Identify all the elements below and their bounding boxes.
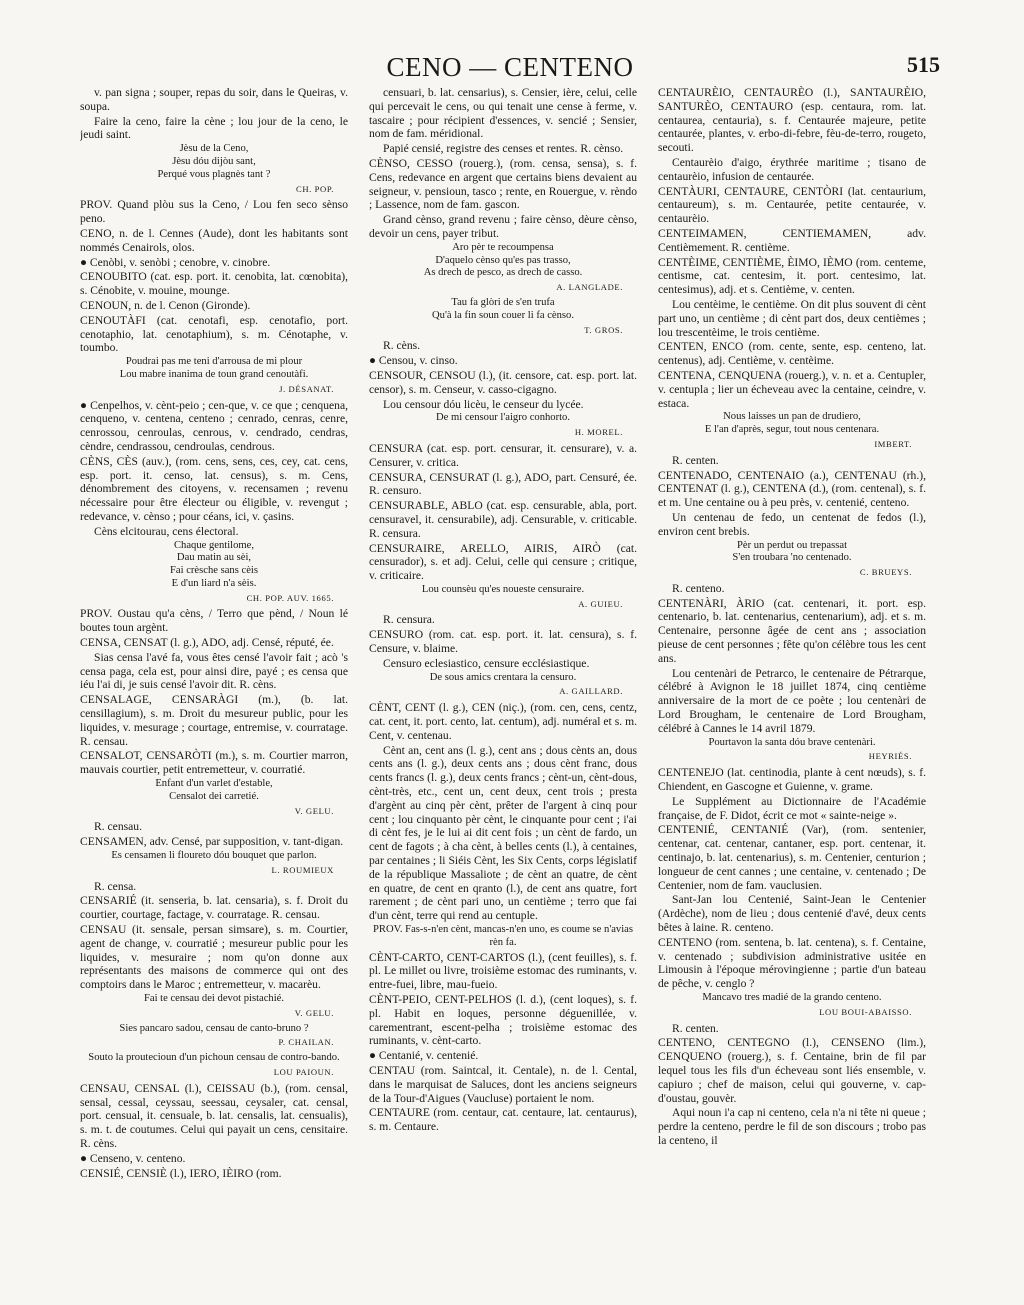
entry-continuation: R. centen. <box>672 453 719 467</box>
entry-continuation: ● Cenpelhos, v. cènt-peio ; cen-que, v. ce que ; cenquena, cenqueno, v. centena, centeno ; cenrado, cenras, cenre, cenrossou, cenroulas, cenrous, v. cendrado, cendras, cèndre, cendrassou, cendroulas, cendrous. <box>80 398 348 453</box>
entry-continuation: Censuro eclesiastico, censure ecclésiastique. <box>383 656 590 670</box>
quotation-author: A. GUIEU. <box>578 598 623 609</box>
entry-continuation: Papié censié, registre des censes et rentes. R. cènso. <box>383 142 624 156</box>
quotation-author: LOU BOUI-ABAISSO. <box>819 1006 912 1017</box>
entry-continuation: Le Supplément au Dictionnaire de l'Académie française, de F. Didot, écrit ce mot « sainte-neige ». <box>658 794 926 822</box>
dictionary-entry: CENTEIMAMEN, CENTIEMAMEN, adv. Centièmement. R. centième. <box>658 226 926 254</box>
entry-continuation: R. censa. <box>94 879 137 893</box>
dictionary-entry: CÈNT-CARTO, CENT-CARTOS (l.), (cent feuilles), s. f. pl. Le millet ou livre, troisième estomac des ruminants, v. entre-fuei, libre, mau-fueio. <box>369 950 637 992</box>
entry-continuation: ● Censou, v. cinso. <box>369 354 458 368</box>
page-number: 515 <box>907 52 940 77</box>
quotation: Es censamen li floureto dóu bouquet que parlon. <box>111 850 317 862</box>
entry-continuation: Sant-Jan lou Centenié, Saint-Jean le Centenier (Ardèche), nom de lieu ; dous centenié d'avé, deux cents bêtes à laine. R. centeno. <box>658 893 926 935</box>
entry-continuation: Faire la ceno, faire la cène ; lou jour de la ceno, le jeudi saint. <box>80 114 348 142</box>
entry-continuation: R. centeno. <box>672 581 725 595</box>
dictionary-entry: CÈNSO, CESSO (rouerg.), (rom. censa, sensa), s. f. Cens, redevance en argent que certains biens devaient au seigneur, v. pensioun, tasco ; rente, en Rouergue, v. rèndo ; Lassence, nom de fam. gascon. <box>369 156 637 212</box>
quotation: Fai te censau dei devot pistachié. <box>143 993 285 1004</box>
entry-continuation: Centaurèio d'aigo, érythrée maritime ; tisano de centaurèio, infusion de centaurée. <box>658 155 926 183</box>
entry-continuation: R. centen. <box>672 1021 719 1035</box>
quotation-author: L. ROUMIEUX <box>271 864 334 875</box>
quotation-author: CH. POP. AUV. 1665. <box>246 592 334 603</box>
dictionary-entry: CÈNT, CENT (l. g.), CEN (niç.), (rom. cen, cens, centz, cat. cent, it. port. cento, lat. centum), adj. numéral et s. m. Cent, v. centenau. <box>369 701 637 742</box>
quotation-author: HEYRIÉS. <box>868 751 912 762</box>
column-2 <box>369 86 637 1286</box>
page-header <box>80 52 940 86</box>
quotation-author: T. GROS. <box>584 324 623 335</box>
dictionary-entry: CENTENÀRI, ÀRIO (cat. centenari, it. port. esp. centenario, b. lat. centenarius, centenarium), adj. et s. m. Centenaire, personne âgée de cent ans ; association pieuse de cent personnes ; fête qu'on célèbre tous les cent ans. <box>658 596 926 665</box>
dictionary-entry: CENTENO (rom. sentena, b. lat. centena), s. f. Centaine, v. centenado ; subdivision administrative usitée en Limousin à l'époque mérovingienne ; partie d'un bateau de pêche, v. cenglo ? <box>658 935 926 991</box>
dictionary-entry: PROV. Oustau qu'a cèns, / Terro que pènd, / Noun lé boutes toun argènt. <box>80 607 348 635</box>
quotation-author: A. GAILLARD. <box>559 686 623 697</box>
quotation: Pourtavon la santa dóu brave centenàri. <box>708 736 876 748</box>
quotation: De mi censour l'aigro conhorto. <box>436 412 570 424</box>
quotation-author: C. BRUEYS. <box>859 567 912 578</box>
entry-continuation: Cèns elcitourau, cens électoral. <box>94 524 239 538</box>
quotation-author: H. MOREL. <box>574 427 623 438</box>
entry-continuation: Grand cènso, grand revenu ; faire cènso, dèure cènso, devoir un cens, payer tribut. <box>369 213 637 240</box>
dictionary-entry: CENSURA (cat. esp. port. censurar, it. censurare), v. a. Censurer, v. critica. <box>369 441 637 469</box>
entry-continuation: R. cèns. <box>383 339 421 353</box>
dictionary-entry: CENTAURE (rom. centaur, cat. centaure, lat. centaurus), s. m. Centaure. <box>369 1106 637 1134</box>
quotation: PROV. Fas-s-n'en cènt, mancas-n'en uno, es coume se n'avias rèn fa. <box>372 924 634 948</box>
dictionary-entry: CENSARIÉ (it. senseria, b. lat. censaria), s. f. Droit du courtier, courtage, factage, v. courratage. R. censau. <box>80 894 348 922</box>
dictionary-entry: CENTENADO, CENTENAIO (a.), CENTENAU (rh.), CENTENAT (l. g.), CENTENA (d.), (rom. centenal), s. f. et m. Une centaine ou à peu près, v. centenié, centeno. <box>658 468 926 510</box>
quotation: Enfant d'un varlet d'estable, Censalot dei carretié. <box>155 778 273 802</box>
text-columns <box>80 86 945 1286</box>
entry-continuation: Lou centenàri de Petrarco, le centenaire de Pétrarque, célébré à Avignon le 18 juillet 1874, cinq centième anniversaire de la mort de ce poète ; lou centenàri de Lord Brougham, le centenaire de Lord Brougham, célébré à Cannes le 14 avril 1879. <box>658 666 926 735</box>
entry-continuation: Cènt an, cent ans (l. g.), cent ans ; dous cènts an, dous cents ans (l. g.), deux cents ans ; dous cènt franc, dous cents francs (l. g.), deux cents francs ; cènt-un, cènt-dous, cènt-très, etc., cent un, cent deux, cent trois ; presta d'argènt au cinq pèr cènt, prêter de l'argent à cinq pour cent ; lou cinquanto pèr cènt, le cinquante pour cent ; i'ai di cènt fes, je le lui ai dit cent fois ; un cènt de fardo, un cent de fagots ; à cha cènt, à belles cents (l.), à centaines, par centaines ; li Siéis Cènt, les Six Cents, corps législatif de la république Massaliote ; de cènt an quatre, de cènt en quatre, de cent en qranto (l.), de cent ans quatre, fort rarement ; de cènt pari uno, un centième ; terro que fai d'un cènt, terre qui rend au centuple. <box>369 743 637 923</box>
quotation: Mancavo tres madié de la grando centeno. <box>702 992 882 1003</box>
dictionary-entry: CENTENA, CENQUENA (rouerg.), v. n. et a. Centupler, v. centupla ; lier un écheveau avec la centaine, ceindre, v. estaca. <box>658 368 926 410</box>
dictionary-entry: CENSOUR, CENSOU (l.), (it. censore, cat. esp. port. lat. censor), s. m. Censeur, v. casso-cigagno. <box>369 368 637 396</box>
column-3 <box>658 86 926 1286</box>
entry-continuation: ● Cenòbi, v. senòbi ; cenobre, v. cinobre. <box>80 255 271 269</box>
quotation: Poudrai pas me teni d'arrousa de mi plour Lou mabre inanima de toun grand cenoutàfi. <box>119 356 309 380</box>
quotation-author: CH. POP. <box>296 183 334 194</box>
entry-continuation: Aqui noun i'a cap ni centeno, cela n'a ni tête ni queue ; perdre la centeno, perdre le fil de son discours ; trobo pas la centeno, il <box>658 1106 926 1147</box>
quotation-author: LOU PAIOUN. <box>273 1066 334 1077</box>
entry-continuation: Lou centèime, le centième. On dit plus souvent di cènt part uno, un centième ; di cènt part dos, deux centièmes ; lou trescentèime, le trois centième. <box>658 297 926 339</box>
entry-continuation: ● Censeno, v. centeno. <box>80 1151 186 1165</box>
quotation: Jèsu de la Ceno, Jèsu dóu dijòu sant, Perqué vous plagnès tant ? <box>157 143 271 180</box>
dictionary-entry: CENSURAIRE, ARELLO, AIRIS, AIRÒ (cat. censurador), s. et adj. Celui, celle qui censure ; critique, v. criticaire. <box>369 541 637 583</box>
dictionary-entry: CENTÈIME, CENTIÈME, ÈIMO, IÈMO (rom. centeme, centisme, cat. centesim, it. port. centesimo, lat. centesimus), adj. et s. Centième, v. centen. <box>658 255 926 297</box>
dictionary-entry: CENTÀURI, CENTAURE, CENTÒRI (lat. centaurium, centaureum), s. m. Centaurée, petite centaurée, v. centaurèio. <box>658 184 926 226</box>
dictionary-entry: CENSURA, CENSURAT (l. g.), ADO, part. Censuré, ée. R. censuro. <box>369 470 637 498</box>
dictionary-entry: CENOUBITO (cat. esp. port. it. cenobita, lat. cœnobita), s. Cénobite, v. mouine, mounge. <box>80 270 348 298</box>
quotation-author: V. GELU. <box>294 1007 334 1018</box>
dictionary-entry: CENSALAGE, CENSARÀGI (m.), (b. lat. censillagium), s. m. Droit du mesureur public, pour les liquides, v. mesurage ; courtage, entremise, v. courratage. R. censau. <box>80 693 348 748</box>
quotation: Tau fa glòri de s'en trufa Qu'à la fin soun couer li fa cènso. <box>432 296 574 321</box>
dictionary-entry: CENTENEJO (lat. centinodia, plante à cent nœuds), s. f. Chiendent, en Gascogne et Guienne, v. grame. <box>658 766 926 794</box>
dictionary-entry: CENSAU, CENSAL (l.), CEISSAU (b.), (rom. censal, sensal, cessal, ceyssau, seessau, ceysaler, cat. censal, port. censual, it. censuale, b. lat. censalis, lat. censualis), s. m. t. de coutumes. Celui qui payait un cens, censitaire. R. cèns. <box>80 1081 348 1150</box>
entry-continuation: v. pan signa ; souper, repas du soir, dans le Queiras, v. soupa. <box>80 86 348 113</box>
quotation: Lou counsèu qu'es noueste censuraire. <box>421 583 585 595</box>
quotation-author: J. DÉSANAT. <box>279 383 334 394</box>
dictionary-entry: CENO, n. de l. Cennes (Aude), dont les habitants sont nommés Cenairols, olos. <box>80 226 348 254</box>
quotation-author: A. LANGLADE. <box>556 282 623 293</box>
quotation-author: P. CHAILAN. <box>278 1037 334 1048</box>
quotation: Pèr un perdut ou trepassat S'en troubara 'no centenado. <box>732 539 852 564</box>
entry-continuation: Lou censour dóu licèu, le censeur du lycée. <box>383 397 584 411</box>
quotation: De sous amics crentara la censuro. <box>429 671 577 683</box>
dictionary-entry: CENTAU (rom. Saintcal, it. Centale), n. de l. Cental, dans le marquisat de Saluces, dont les anciens seigneurs de la Tour-d'Aigues (Vaucluse) portaient le nom. <box>369 1063 637 1105</box>
dictionary-entry: CENTEN, ENCO (rom. cente, sente, esp. centeno, lat. centenus), adj. Centième, v. centèime. <box>658 340 926 368</box>
dictionary-entry: CENTENO, CENTEGNO (l.), CENSENO (lim.), CENQUENO (rouerg.), s. f. Centaine, brin de fil par lequel tous les fils d'un écheveau sont liés ensemble, v. capiuro ; chef de maison, celui qui gouverne, v. cap-d'oustau, gouvèr. <box>658 1036 926 1105</box>
quotation-author: IMBERT. <box>874 438 912 449</box>
entry-continuation: R. censura. <box>383 613 435 627</box>
dictionary-entry: CENSURABLE, ABLO (cat. esp. censurable, abla, port. censuravel, it. censurabile), adj. Censurable, v. criticable. R. censura. <box>369 499 637 540</box>
quotation: Sies pancaro sadou, censau de canto-bruno ? <box>119 1022 309 1034</box>
quotation: Nous laisses un pan de drudiero, E l'an d'après, segur, tout nous centenara. <box>704 411 880 436</box>
dictionary-entry: CENSURO (rom. cat. esp. port. it. lat. censura), s. f. Censure, v. blaime. <box>369 628 637 656</box>
dictionary-entry: CÈNS, CÈS (auv.), (rom. cens, sens, ces, cey, cat. cens, esp. port. it. censo, lat. census), s. m. Cens, dénombrement des citoyens, v. recensamen ; revenu nécessaire pour être électeur ou éligible, v. revengut ; redevance, v. cènso ; pour céans, ici, v. çasins. <box>80 454 348 523</box>
dictionary-entry: CENTENIÉ, CENTANIÉ (Var), (rom. sentenier, centenar, cat. centenar, cantaner, esp. port. centenar, it. centinajo, b. lat. centenarius), s. m. Centenier, centurion ; longueur de cent cannes ; une centaine, v. centenado ; De Centenier, nom de fam. vauclusien. <box>658 823 926 892</box>
quotation: Chaque gentilome, Dau matin au sèi, Fai crèsche sans cèis E d'un liard n'a sèis. <box>170 539 258 589</box>
dictionary-entry: CENSAMEN, adv. Censé, par supposition, v. tant-digan. <box>80 835 344 849</box>
running-head: CENO — CENTENO <box>386 52 634 82</box>
entry-continuation: Sias censa l'avé fa, vous êtes censé l'avoir fait ; acò 's censa paga, cela est, pour ainsi dire, payé ; es censa que iéu l'ai di, je suis censé l'avoir dit. R. cèns. <box>80 650 348 692</box>
quotation-author: V. GELU. <box>294 805 334 816</box>
dictionary-entry: CENOUTÀFI (cat. cenotafi, esp. cenotafio, port. cenotaphio, lat. cenotaphium), s. m. Cénotaphe, v. toumbo. <box>80 313 348 355</box>
quotation: Aro pèr te recoumpensa D'aquelo cènso qu'es pas trasso, As drech de pesco, as drech de casso. <box>423 241 583 279</box>
entry-continuation: censuari, b. lat. censarius), s. Censier, ière, celui, celle qui percevait le cens, ou qui tenait une cense à ferme, v. tascaire ; pour récipient d'essences, v. sencié ; Sensier, nom de fam. méridional. <box>369 86 637 141</box>
column-1 <box>80 86 348 1286</box>
quotation: Souto la proutecioun d'un pichoun censau de contro-bando. <box>88 1052 340 1064</box>
dictionary-entry: CÈNT-PEIO, CENT-PELHOS (l. d.), (cent loques), s. f. pl. Habit en loques, personne déguenillée, v. carementrant, escent-pelha ; troisième estomac des ruminants, v. cènt-carto. <box>369 993 637 1048</box>
dictionary-entry: CENSAU (it. sensale, persan simsare), s. m. Courtier, agent de change, v. courratié ; mesureur public pour les liquides, v. mesuraire ; nom qu'on donne aux représentants des maisons de commerce qui ont des comptoirs dans le Maroc ; entremetteur, v. macarèu. <box>80 923 348 992</box>
entry-continuation: R. censau. <box>94 820 142 834</box>
entry-continuation: ● Centanié, v. centenié. <box>369 1049 479 1063</box>
dictionary-entry: CENSALOT, CENSARÒTI (m.), s. m. Courtier marron, mauvais courtier, petit entremetteur, v. courratié. <box>80 749 348 777</box>
dictionary-entry: PROV. Quand plòu sus la Ceno, / Lou fen seco sènso peno. <box>80 198 348 226</box>
dictionary-entry: CENTAURÈIO, CENTAURÈO (l.), SANTAURÈIO, SANTURÈO, CENTAURO (esp. centaura, rom. lat. centaurea, centauria), s. f. Centaurée majeure, petite centaurée, plantes, v. erbo-di-febre, fèu-de-terro, rougeto, secouti. <box>658 86 926 155</box>
dictionary-entry: CENSA, CENSAT (l. g.), ADO, adj. Censé, réputé, ée. <box>80 636 334 650</box>
dictionary-entry: CENOUN, n. de l. Cenon (Gironde). <box>80 298 251 312</box>
dictionary-entry: CENSIÉ, CENSIÈ (l.), IERO, IÈIRO (rom. <box>80 1166 282 1180</box>
entry-continuation: Un centenau de fedo, un centenat de fedos (l.), environ cent brebis. <box>658 510 926 538</box>
